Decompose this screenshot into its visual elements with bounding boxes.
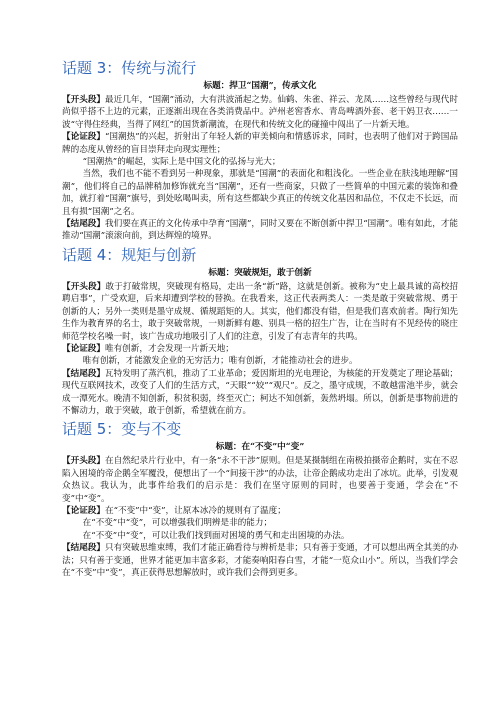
paragraph-label: 【开头段】 [62, 456, 106, 467]
paragraph-label: 【论证段】 [62, 505, 105, 516]
paragraph-text: 当然，我们也不能不看到另一种现象，那就是“国潮”的表面化和粗浅化。一些企业在肤浅地理解“国潮”，他们将自己的品牌稍加修饰就充当“国潮”，还有一些商家，只做了一些简单的中国元素的装饰和叠加，就打着“国潮”旗号，到处吆喝叫卖，所有这些都缺少真正的传统文化基因和品位，不仅走不长远，而且有损“国潮”之名。 [62, 169, 458, 217]
paragraph-label: 【结尾段】 [62, 368, 106, 379]
paragraph-label: 【结尾段】 [62, 219, 105, 230]
paragraph [62, 368, 458, 418]
essay-headline: 标题：捍卫“国潮”，传承文化 [203, 81, 317, 91]
section-topic-5 [62, 419, 458, 579]
paragraph-label: 【论证段】 [62, 343, 105, 354]
paragraph [62, 455, 458, 505]
paragraph [62, 355, 458, 367]
topic-heading: 话题 3：传统与流行 [62, 59, 197, 77]
paragraph-text: 在“不变”中“变”，可以增强我们明辨是非的能力； [82, 518, 273, 529]
section-topic-4 [62, 245, 458, 417]
paragraph-text: 我们要在真正的文化传承中孕育“国潮”，同时又要在不断创新中捍卫“国潮”。唯有如此，才能推动“国潮”滚滚向前，到达辉煌的境界。 [62, 219, 458, 242]
paragraph-text: “国潮热”的兴起，折射出了年轻人新的审美倾向和情感诉求，同时，也表明了他们对于跨国品牌的态度从曾经的盲目崇拜走向现实理性； [62, 132, 458, 155]
paragraph-text: 最近几年，“国潮”涌动，大有洪波涌起之势。仙鹤、朱雀、祥云、龙凤……这些曾经与现代时尚似乎搭不上边的元素，正逐渐出现在各类消费品中。泸州老窖香水、青岛啤酒外套、老干妈卫衣……一波“守得住经典，当得了网红”的国货新潮流，在现代和传统文化的碰撞中闯出了一片新天地。 [62, 95, 458, 130]
paragraph [62, 218, 458, 243]
paragraph-text: 敢于打破常规，突破现有格局，走出一条“新”路，这就是创新。被称为“史上最具诚的高校招聘启事”，广受欢迎，后来却遭到学校的替换。在我看来，这正代表两类人：一类是敢于突破常规、勇于创新的人；另外一类则是墨守成规、循规蹈矩的人。其实，他们都没有错，但是我们喜欢前者。陶行知先生作为教育界的名士，敢于突破常规，一则新鲜有趣、别具一格的招生广告，让在当时有不见经传的晓庄师范学校名噪一时，该广告成功地吸引了人们的注意，引发了有志青年的共鸣。 [62, 281, 458, 342]
paragraph [62, 131, 458, 156]
paragraph-text: 唯有创新，才能激发企业的无穷活力；唯有创新，才能推动社会的进步。 [82, 356, 358, 367]
topic-heading: 话题 4：规矩与创新 [62, 245, 197, 264]
paragraph-text: 在“不变”中“变”，可以让我们找到面对困境的勇气和走出困境的办法。 [82, 530, 350, 541]
paragraph-label: 【论证段】 [62, 132, 106, 143]
paragraph [62, 156, 458, 168]
topic-heading: 话题 5：变与不变 [62, 420, 182, 439]
paragraph [62, 530, 458, 542]
paragraph-text: 在“不变”中“变”，让原本冰冷的规则有了温度； [104, 505, 286, 516]
paragraph-text: “国潮热”的崛起，实际上是中国文化的弘扬与光大； [82, 157, 281, 168]
paragraph-label: 【结尾段】 [62, 543, 106, 554]
paragraph-label: 【开头段】 [62, 95, 106, 105]
paragraph [62, 168, 458, 218]
paragraph [62, 542, 458, 579]
essay-headline: 标题：突破规矩，敢于创新 [208, 267, 312, 278]
paragraph-text: 只有突破思维束缚，我们才能正确看待与辨析是非；只有善于变通，才可以想出两全其美的办法；只有善于变通，世界才能更加丰富多彩，才能奏响阳春白雪，才能“一览众山小”。所以，当我们学会在“不变”中“变”，真正获得思想解放时，或许我们会得到更多。 [62, 543, 458, 578]
paragraph-text: 瓦特发明了蒸汽机，推动了工业革命；爱因斯坦的光电理论，为核能的开发奠定了理论基础；现代互联网技术，改变了人们的生活方式，“天眼”“姣”“观尺”。反之，墨守成规，不敢越雷池半步，就会成一潭死水。晚清不知创新，积贫积弱，终至灭亡；柯达不知创新，轰然坍塌。所以，创新是事物前进的不懈动力，敢于突破，敢于创新，希望就在前方。 [62, 368, 458, 416]
paragraph [62, 517, 458, 529]
paragraph-text: 在自然纪录片行业中，有一条“永不干涉”原则。但是某摄制组在南极拍摄帝企鹅时，实在不忍陷入困境的帝企鹅全军覆没，便想出了一个“间接干涉”的办法，让帝企鹅成功走出了冰坑。此举，引发观众热议。我认为，此事件给我们的启示是：我们在坚守原则的同时，也要善于变通，学会在“不变”中“变”。 [62, 456, 458, 504]
paragraph [62, 505, 458, 517]
paragraph-text: 唯有创新，才会发现一片新天地； [104, 343, 234, 354]
section-topic-3 [62, 58, 458, 243]
paragraph [62, 281, 458, 343]
paragraph [62, 94, 458, 131]
paragraph [62, 343, 458, 355]
paragraph-label: 【开头段】 [62, 281, 106, 292]
essay-headline: 标题：在“不变”中“变” [215, 442, 305, 453]
